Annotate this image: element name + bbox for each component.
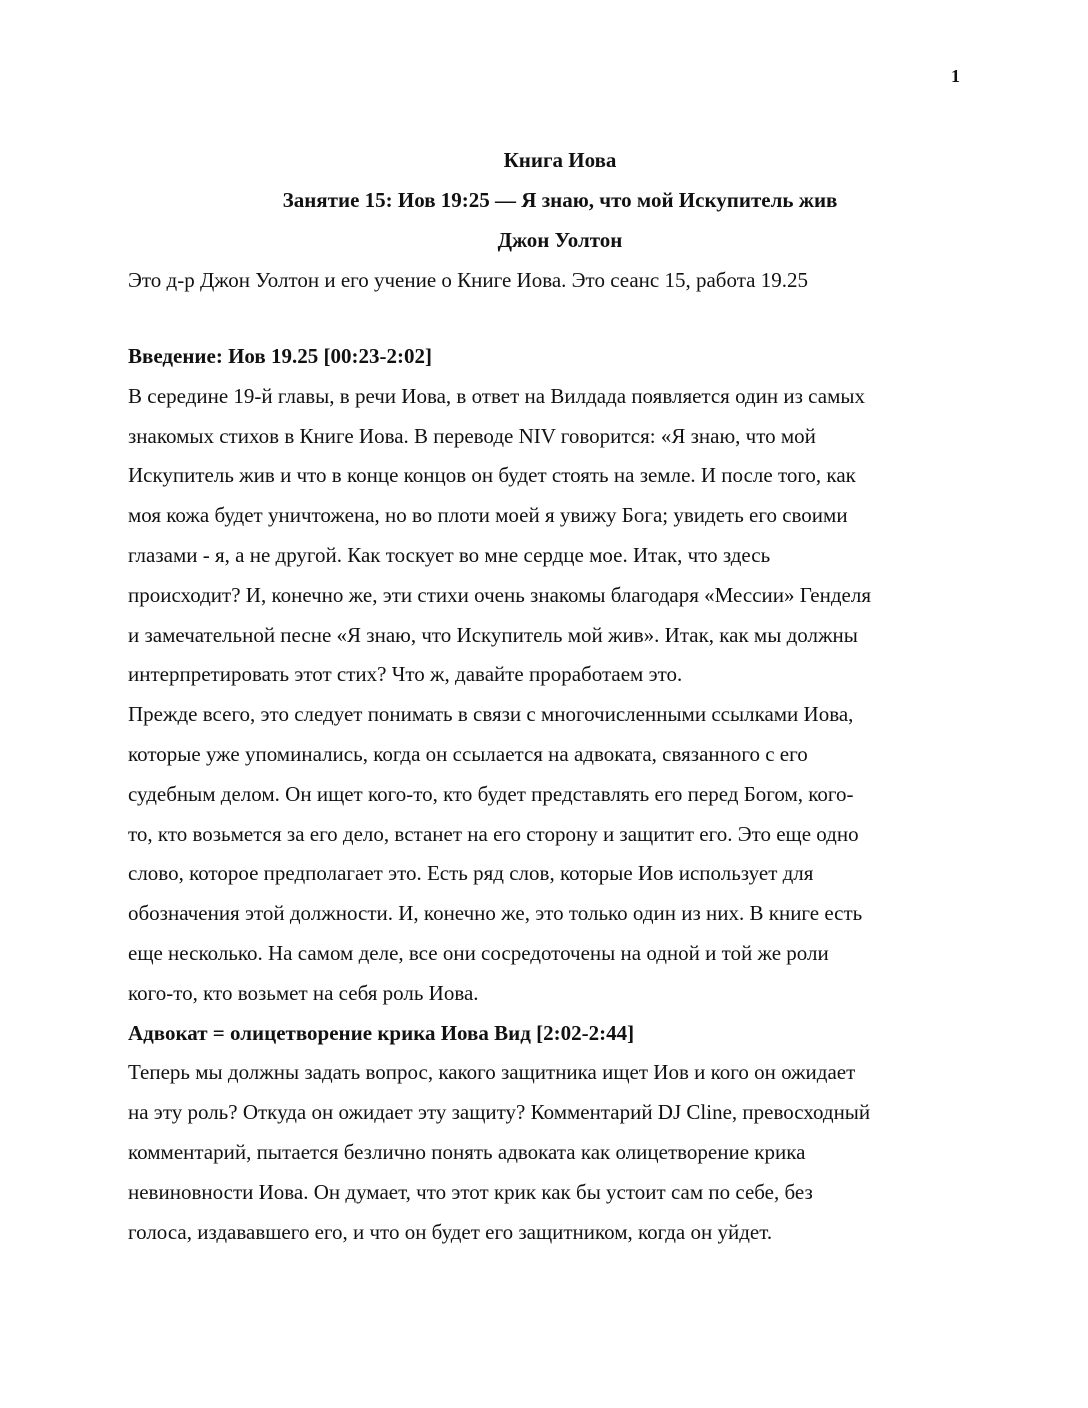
paragraph bbox=[128, 377, 968, 695]
text-line: невиновности Иова. Он думает, что этот крик как бы устоит сам по себе, без bbox=[128, 1179, 813, 1204]
text-line: глазами - я, а не другой. Как тоскует во мне сердце мое. Итак, что здесь bbox=[128, 542, 771, 567]
text-line: интерпретировать этот стих? Что ж, давайте проработаем это. bbox=[128, 662, 683, 687]
section-heading: Адвокат = олицетворение крика Иова Вид [2:02-2:44] bbox=[128, 1020, 635, 1045]
text-line: происходит? И, конечно же, эти стихи очень знакомы благодаря «Мессии» Генделя bbox=[128, 582, 871, 607]
text-line: голоса, издававшего его, и что он будет его защитником, когда он уйдет. bbox=[128, 1219, 773, 1244]
text-line: и замечательной песне «Я знаю, что Искупитель мой жив». Итак, как мы должны bbox=[128, 622, 858, 647]
document-header bbox=[128, 140, 992, 260]
text-line: моя кожа будет уничтожена, но во плоти моей я увижу Бога; увидеть его своими bbox=[128, 503, 848, 528]
text-line: судебным делом. Он ищет кого-то, кто будет представлять его перед Богом, кого- bbox=[128, 781, 854, 806]
text-line: кого-то, кто возьмет на себя роль Иова. bbox=[128, 980, 479, 1005]
text-line: В середине 19-й главы, в речи Иова, в ответ на Вилдада появляется один из самых bbox=[128, 383, 865, 408]
text-line: комментарий, пытается безлично понять адвоката как олицетворение крика bbox=[128, 1139, 806, 1164]
paragraph bbox=[128, 695, 968, 1013]
document-body bbox=[128, 337, 968, 1252]
document-subtitle: Занятие 15: Иов 19:25 — Я знаю, что мой Искупитель жив bbox=[282, 188, 838, 212]
text-line: знакомых стихов в Книге Иова. В переводе NIV говорится: «Я знаю, что мой bbox=[128, 423, 816, 448]
section-heading: Введение: Иов 19.25 [00:23-2:02] bbox=[128, 344, 432, 368]
text-line: слово, которое предполагает это. Есть ряд слов, которые Иов использует для bbox=[128, 861, 814, 886]
text-line: на эту роль? Откуда он ожидает эту защиту? Комментарий DJ Cline, превосходный bbox=[128, 1100, 871, 1125]
text-line: Прежде всего, это следует понимать в связи с многочисленными ссылками Иова, bbox=[128, 702, 854, 727]
text-line: еще несколько. На самом деле, все они сосредоточены на одной и той же роли bbox=[128, 940, 829, 965]
text-line: обозначения этой должности. И, конечно же, это только один из них. В книге есть bbox=[128, 901, 863, 926]
page-number: 1 bbox=[951, 66, 960, 86]
paragraph bbox=[128, 1053, 968, 1252]
document-title: Книга Иова bbox=[503, 148, 617, 172]
text-line: то, кто возьмется за его дело, встанет на его сторону и защитит его. Это еще одно bbox=[128, 821, 859, 846]
text-line: Искупитель жив и что в конце концов он будет стоять на земле. И после того, как bbox=[128, 463, 856, 488]
text-line: которые уже упоминались, когда он ссылается на адвоката, связанного с его bbox=[128, 741, 808, 766]
intro-line: Это д-р Джон Уолтон и его учение о Книге Иова. Это сеанс 15, работа 19.25 bbox=[128, 268, 808, 292]
document-author: Джон Уолтон bbox=[497, 228, 623, 252]
text-line: Теперь мы должны задать вопрос, какого защитника ищет Иов и кого он ожидает bbox=[128, 1060, 856, 1085]
